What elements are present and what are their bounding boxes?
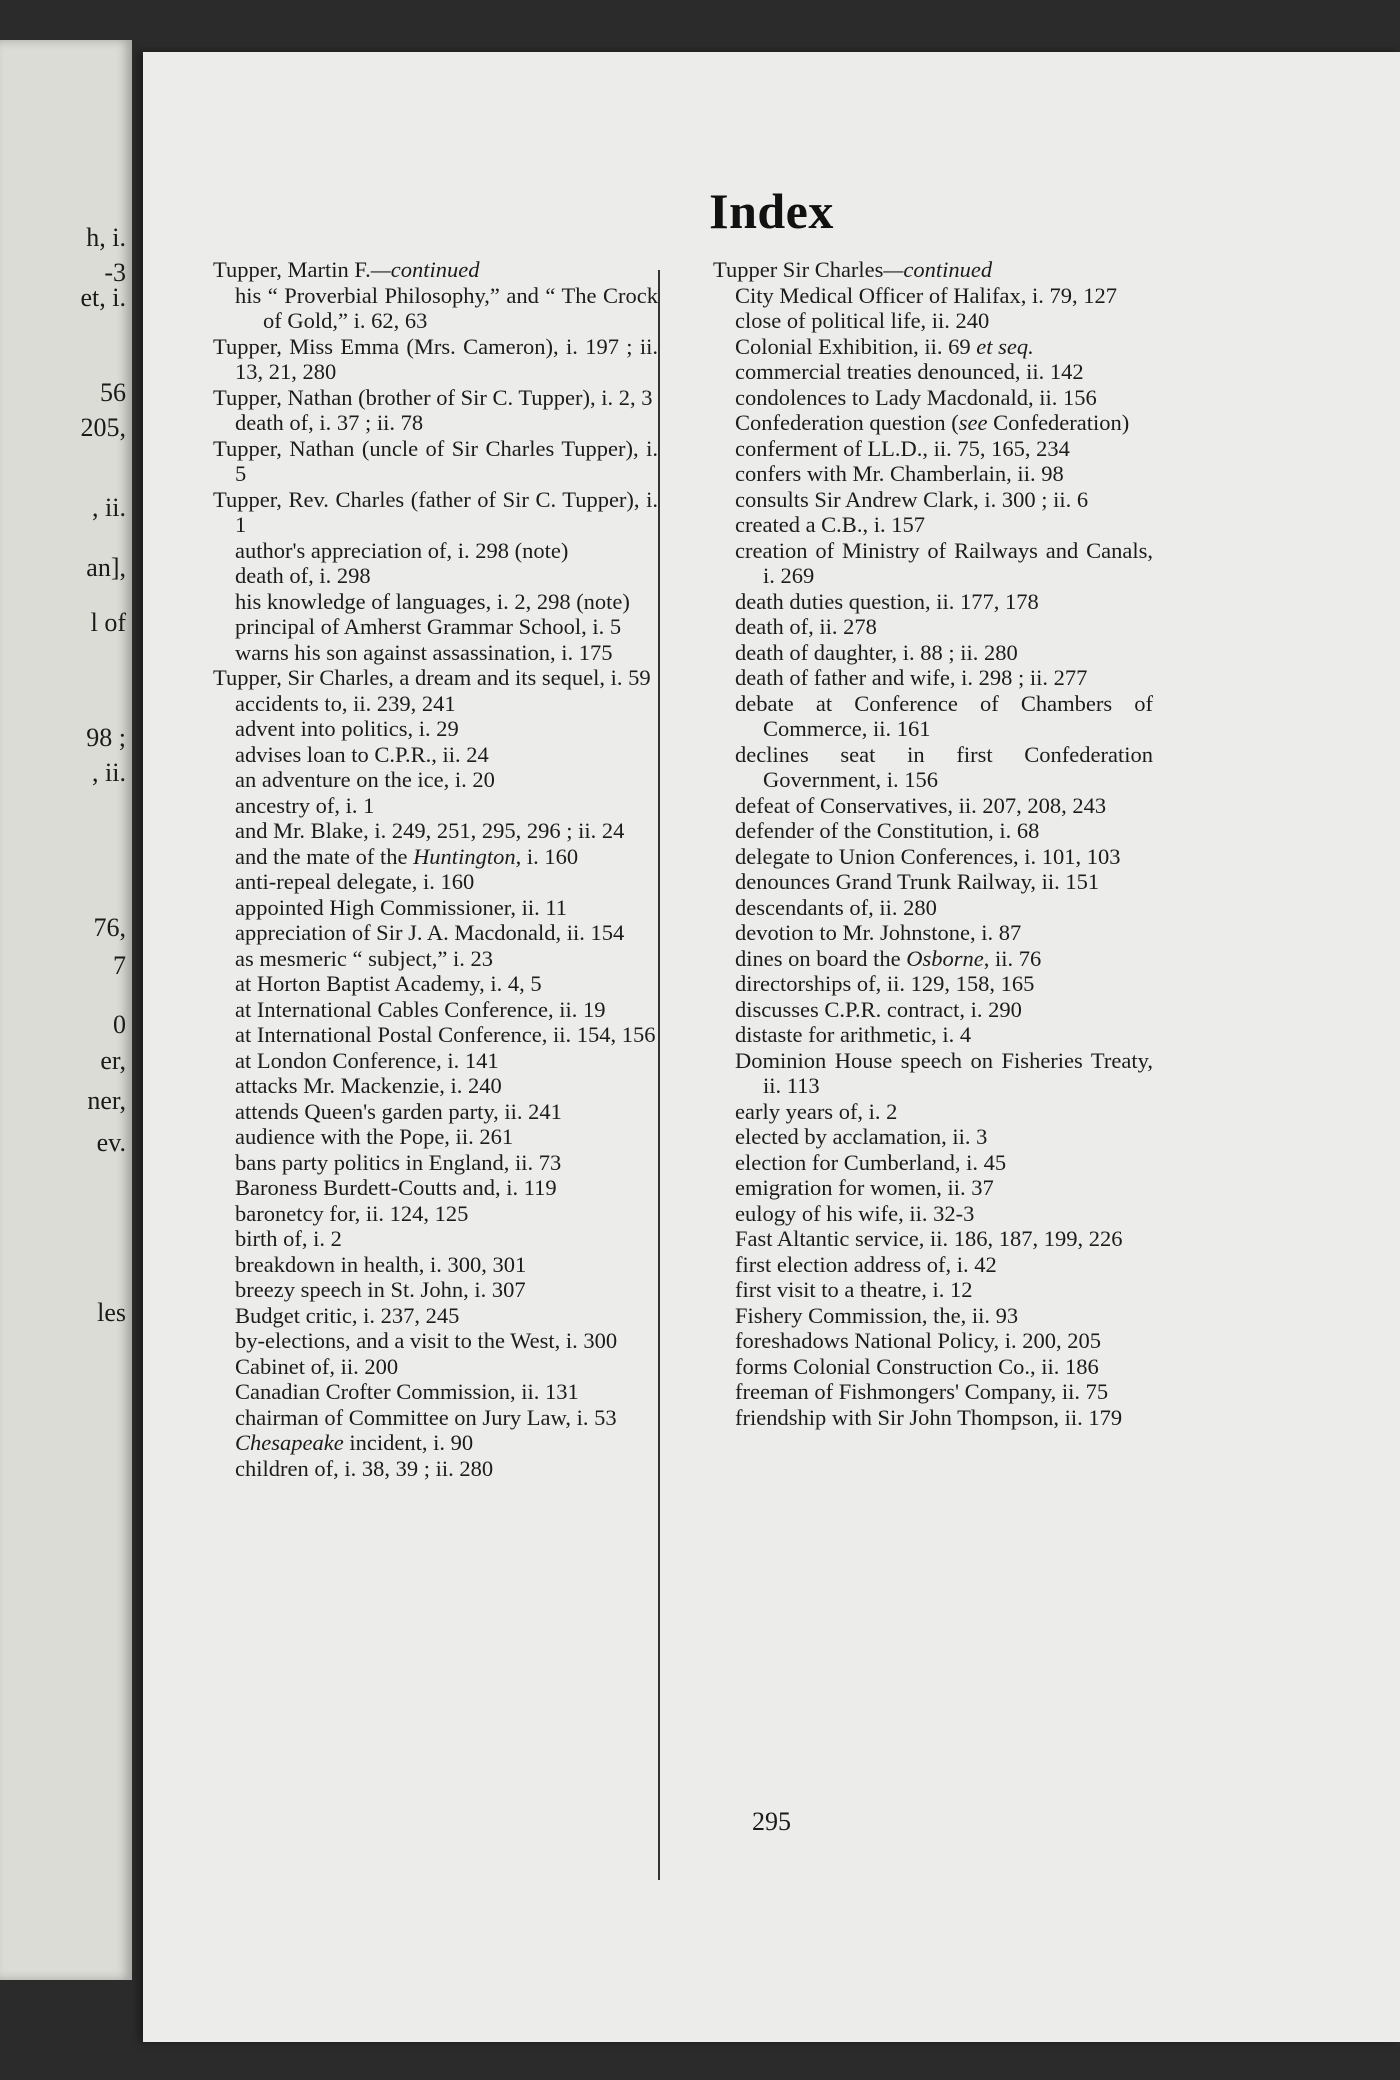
- facing-page-fragment: h, i.: [86, 223, 126, 252]
- index-subentry: denounces Grand Trunk Railway, ii. 151: [735, 869, 1100, 894]
- index-subentry: anti-repeal delegate, i. 160: [235, 869, 475, 894]
- facing-page-fragment: et, i.: [80, 283, 126, 312]
- facing-page-fragment: 7: [113, 951, 126, 980]
- index-heading-entry: Tupper, Rev. Charles (father of Sir C. Tupper), i. 1: [213, 486, 658, 537]
- index-subentry: Cabinet of, ii. 200: [235, 1353, 399, 1379]
- index-subentry: author's appreciation of, i. 298 (note): [235, 537, 569, 563]
- index-subentry: advises loan to C.P.R., ii. 24: [235, 741, 489, 767]
- index-subentry: dines on board the Osborne, ii. 76: [735, 945, 1042, 971]
- index-subentry: consults Sir Andrew Clark, i. 300 ; ii. 6: [735, 486, 1089, 512]
- facing-page-fragment: , ii.: [92, 758, 126, 787]
- continued-label: —continued: [370, 257, 480, 282]
- index-subentry: declines seat in first Confederation Government, i. 156: [735, 741, 1153, 792]
- index-subentry: Confederation question (see Confederation): [735, 410, 1130, 435]
- index-heading-entry: Tupper, Sir Charles, a dream and its sequel, i. 59: [213, 665, 651, 690]
- index-subentry: his “ Proverbial Philosophy,” and “ The Crock of Gold,” i. 62, 63: [235, 282, 658, 333]
- index-subentry: Fast Altantic service, ii. 186, 187, 199, 226: [735, 1226, 1123, 1251]
- index-subentry: Canadian Crofter Commission, ii. 131: [235, 1379, 579, 1404]
- index-subentry: chairman of Committee on Jury Law, i. 53: [235, 1404, 617, 1430]
- index-subentry: birth of, i. 2: [235, 1226, 342, 1251]
- facing-page-fragment: -3: [104, 258, 126, 287]
- index-subentry: confers with Mr. Chamberlain, ii. 98: [735, 461, 1064, 486]
- index-subentry: ancestry of, i. 1: [235, 792, 375, 818]
- index-subentry: Baroness Burdett-Coutts and, i. 119: [235, 1175, 557, 1200]
- facing-page-fragment: ner,: [87, 1086, 126, 1115]
- index-subentry: City Medical Officer of Halifax, i. 79, 127: [735, 282, 1117, 308]
- index-subentry: death of, ii. 278: [735, 614, 877, 639]
- index-subentry: at International Postal Conference, ii. 154, 156: [235, 1022, 656, 1047]
- index-subentry: children of, i. 38, 39 ; ii. 280: [235, 1455, 494, 1481]
- index-subentry: warns his son against assassination, i. 175: [235, 639, 613, 665]
- index-subentry: election for Cumberland, i. 45: [735, 1149, 1007, 1175]
- index-subentry: debate at Conference of Chambers of Commerce, ii. 161: [735, 690, 1153, 741]
- index-subentry: breakdown in health, i. 300, 301: [235, 1251, 527, 1277]
- facing-page-fragment: les: [97, 1298, 126, 1327]
- continued-label: —continued: [883, 257, 993, 282]
- index-subentry: at Horton Baptist Academy, i. 4, 5: [235, 971, 542, 996]
- index-subentry: audience with the Pope, ii. 261: [235, 1124, 514, 1149]
- index-heading-entry: Tupper, Martin F.—continued: [213, 257, 480, 282]
- index-subentry: advent into politics, i. 29: [235, 716, 459, 741]
- index-heading-entry: Tupper, Nathan (brother of Sir C. Tupper), i. 2, 3: [213, 384, 653, 410]
- facing-page-fragment: 205,: [80, 413, 126, 442]
- index-subentry: devotion to Mr. Johnstone, i. 87: [735, 920, 1022, 945]
- facing-page-fragment: ev.: [96, 1128, 126, 1157]
- index-subentry: by-elections, and a visit to the West, i. 300: [235, 1328, 618, 1353]
- index-subentry: eulogy of his wife, ii. 32-3: [735, 1200, 975, 1226]
- index-subentry: first visit to a theatre, i. 12: [735, 1277, 973, 1302]
- index-subentry: accidents to, ii. 239, 241: [235, 690, 456, 716]
- facing-page-fragment: 56: [100, 378, 126, 407]
- index-subentry: death of, i. 37 ; ii. 78: [235, 410, 424, 435]
- index-subentry: close of political life, ii. 240: [735, 308, 990, 333]
- index-subentry: Chesapeake incident, i. 90: [235, 1430, 474, 1455]
- index-subentry: at London Conference, i. 141: [235, 1047, 499, 1073]
- facing-page-fragment: , ii.: [92, 493, 126, 522]
- index-heading-entry: Tupper, Nathan (uncle of Sir Charles Tupper), i. 5: [213, 435, 658, 486]
- index-subentry: early years of, i. 2: [735, 1098, 898, 1124]
- index-column-left: [213, 257, 658, 1481]
- facing-page-fragment: an],: [86, 553, 126, 582]
- index-subentry: forms Colonial Construction Co., ii. 186: [735, 1353, 1099, 1379]
- facing-page-fragment: l of: [90, 608, 126, 637]
- index-subentry: breezy speech in St. John, i. 307: [235, 1277, 526, 1302]
- index-subentry: discusses C.P.R. contract, i. 290: [735, 996, 1022, 1022]
- index-subentry: death of father and wife, i. 298 ; ii. 277: [735, 665, 1088, 690]
- index-subentry: Fishery Commission, the, ii. 93: [735, 1302, 1019, 1328]
- index-subentry: directorships of, ii. 129, 158, 165: [735, 971, 1035, 996]
- index-subentry: bans party politics in England, ii. 73: [235, 1149, 562, 1175]
- index-subentry: emigration for women, ii. 37: [735, 1175, 994, 1200]
- index-subentry: defeat of Conservatives, ii. 207, 208, 243: [735, 792, 1107, 818]
- index-subentry: elected by acclamation, ii. 3: [735, 1124, 988, 1149]
- index-subentry: attacks Mr. Mackenzie, i. 240: [235, 1073, 502, 1098]
- column-divider: [658, 270, 660, 1880]
- index-subentry: death of daughter, i. 88 ; ii. 280: [735, 639, 1018, 665]
- index-subentry: defender of the Constitution, i. 68: [735, 818, 1040, 843]
- index-subentry: conferment of LL.D., ii. 75, 165, 234: [735, 435, 1070, 461]
- page-number: 295: [752, 1807, 791, 1836]
- index-heading-entry: Tupper, Miss Emma (Mrs. Cameron), i. 197 ; ii. 13, 21, 280: [213, 333, 658, 384]
- index-subentry: appointed High Commissioner, ii. 11: [235, 894, 567, 920]
- page-title: Index: [709, 183, 834, 239]
- index-subentry: his knowledge of languages, i. 2, 298 (note): [235, 588, 630, 614]
- facing-page-edge: [0, 40, 132, 1980]
- index-subentry: condolences to Lady Macdonald, ii. 156: [735, 384, 1097, 410]
- index-subentry: death duties question, ii. 177, 178: [735, 588, 1039, 614]
- index-subentry: Budget critic, i. 237, 245: [235, 1302, 460, 1328]
- index-subentry: Colonial Exhibition, ii. 69 et seq.: [735, 333, 1034, 359]
- index-subentry: freeman of Fishmongers' Company, ii. 75: [735, 1379, 1109, 1404]
- index-subentry: an adventure on the ice, i. 20: [235, 767, 495, 792]
- index-subentry: created a C.B., i. 157: [735, 512, 925, 537]
- index-subentry: at International Cables Conference, ii. 19: [235, 996, 606, 1022]
- index-subentry: commercial treaties denounced, ii. 142: [735, 359, 1084, 384]
- index-subentry: and Mr. Blake, i. 249, 251, 295, 296 ; ii. 24: [235, 818, 625, 843]
- facing-page-fragment: 98 ;: [86, 723, 126, 752]
- index-subentry: Dominion House speech on Fisheries Treaty, ii. 113: [735, 1047, 1153, 1098]
- index-subentry: creation of Ministry of Railways and Canals, i. 269: [735, 537, 1153, 588]
- index-subentry: descendants of, ii. 280: [735, 894, 937, 920]
- index-column-right: [713, 257, 1153, 1430]
- index-heading-entry: Tupper Sir Charles—continued: [713, 257, 993, 282]
- index-subentry: principal of Amherst Grammar School, i. 5: [235, 614, 622, 639]
- index-subentry: attends Queen's garden party, ii. 241: [235, 1098, 562, 1124]
- index-subentry: and the mate of the Huntington, i. 160: [235, 843, 579, 869]
- index-subentry: death of, i. 298: [235, 563, 371, 588]
- index-subentry: friendship with Sir John Thompson, ii. 179: [735, 1404, 1123, 1430]
- index-page: [143, 52, 1400, 2042]
- index-subentry: delegate to Union Conferences, i. 101, 103: [735, 843, 1121, 869]
- facing-page-fragment: 76,: [93, 913, 126, 942]
- facing-page-fragment: 0: [113, 1010, 126, 1039]
- index-subentry: first election address of, i. 42: [735, 1251, 997, 1277]
- index-subentry: foreshadows National Policy, i. 200, 205: [735, 1328, 1101, 1353]
- index-subentry: appreciation of Sir J. A. Macdonald, ii. 154: [235, 920, 625, 945]
- index-subentry: distaste for arithmetic, i. 4: [735, 1022, 972, 1047]
- index-subentry: baronetcy for, ii. 124, 125: [235, 1200, 469, 1226]
- index-subentry: as mesmeric “ subject,” i. 23: [235, 945, 494, 971]
- facing-page-fragment: er,: [100, 1046, 126, 1075]
